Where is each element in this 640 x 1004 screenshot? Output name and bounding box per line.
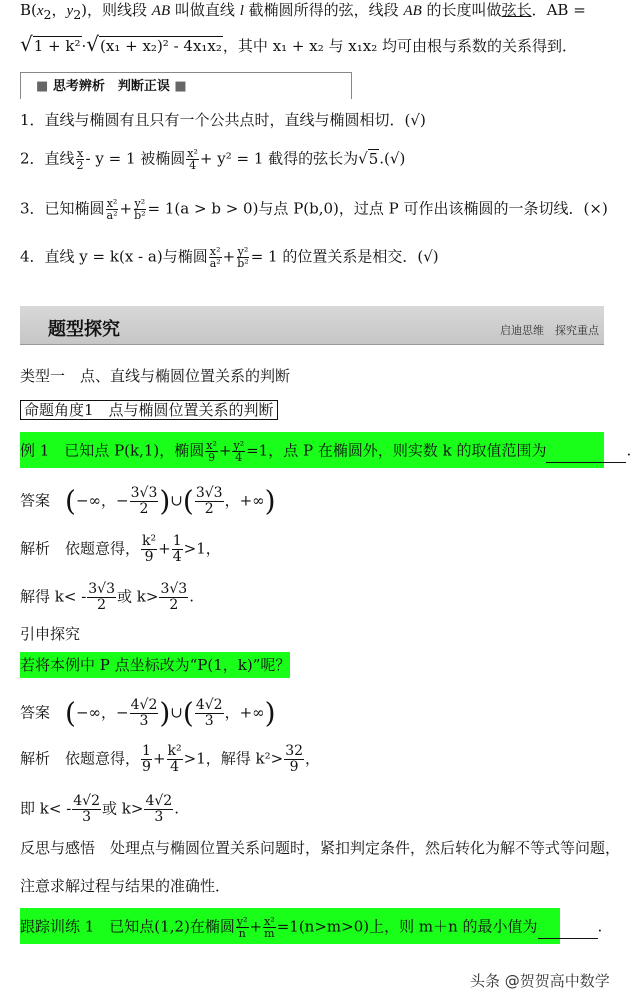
solution-2: 解析 依题意得， $\frac{1}{9}$ + $\frac{\text{k²}}{4}$ >1，解得 k²> $\frac{32}{9}$ ， [20, 743, 321, 775]
training-1: 跟踪训练 1 已知点(1,2)在椭圆 $\frac{\text{y²}}{n}$ + $\frac{\text{x²}}{m}$ =1(n>m>0)上，则 m＋n 的最小值为 . [20, 915, 603, 940]
reflection-line-1: 反思与感悟 处理点与椭圆位置关系问题时，紧扣判定条件，然后转化为解不等式等问题， [20, 839, 621, 857]
judge-item-4: 4．直线 y = k(x - a)与椭圆 $\frac{\text{x²}}{\text{a²}}$ + $\frac{\text{y²}}{\text{b²}}$ = 1 的位置关系是相交．(√) [20, 245, 439, 270]
judge-item-3: 3．已知椭圆 $\frac{\text{x²}}{\text{a²}}$ + $\frac{\text{y²}}{\text{b²}}$ = 1(a > b > 0)与点 P(b,0)，过点 P 可作出该椭圆的一条切线．(×) [20, 197, 608, 222]
solution-1: 解析 依题意得， $\frac{\text{k²}}{9}$ + $\frac{1}{4}$ >1， [20, 533, 221, 565]
solution-2-result: 即 k< - $\frac{4√2}{3}$ 或 k> $\frac{4√2}{3}$ . [20, 793, 179, 825]
angle-heading: 命题角度1 点与椭圆位置关系的判断 [20, 400, 278, 420]
reflection-line-2: 注意求解过程与结果的准确性． [20, 877, 231, 895]
judge-item-1: 1．直线与椭圆有且只有一个公共点时，直线与椭圆相切．(√) [20, 111, 426, 129]
chord-definition-line: $B(x_2$，$y_2$)，则线段 AB 叫做直线 l 截椭圆所得的弦，线段 AB 的长度叫做弦长．AB = [20, 1, 586, 22]
watermark: 头条 @贺贺高中数学 [470, 972, 610, 990]
solution-1-result: 解得 k< - $\frac{3√3}{2}$ 或 k> $\frac{3√3}{2}$ . [20, 581, 194, 613]
extend-question: 若将本例中 P 点坐标改为“P(1，k)”呢？ [20, 656, 291, 674]
section-subtitle: 启迪思维 探究重点 [500, 324, 599, 337]
section-title: 题型探究 [48, 319, 120, 340]
type-heading: 类型一 点、直线与椭圆位置关系的判断 [20, 367, 291, 385]
chord-length-formula: √1 + k²·√(x₁ + x₂)² - 4x₁x₂，其中 x₁ + x₂ 与 x₁x₂ 均可由根与系数的关系得到． [20, 32, 577, 56]
answer-1: 答案 (−∞，− $\frac{3√3}{2}$ )∪( $\frac{3√3}{2}$ ，+∞) [20, 484, 276, 518]
example-1: 例 1 已知点 P(k,1)，椭圆 $\frac{\text{x²}}{9}$ + $\frac{\text{y²}}{4}$ =1，点 P 在椭圆外，则实数 k 的取值范围为 . [20, 439, 632, 464]
chord-length-term: 弦长 [501, 1, 532, 19]
answer-2: 答案 (−∞，− $\frac{4√2}{3}$ )∪( $\frac{4√2}{3}$ ，+∞) [20, 696, 276, 730]
extend-label: 引申探究 [20, 625, 81, 643]
judge-item-2: 2．直线 $\frac{x}{2}$ - y = 1 被椭圆 $\frac{\text{x²}}{4}$ + y² = 1 截得的弦长为√5.(√) [20, 147, 406, 172]
think-label: ■ 思考辨析 判断正误 ■ [36, 79, 187, 94]
